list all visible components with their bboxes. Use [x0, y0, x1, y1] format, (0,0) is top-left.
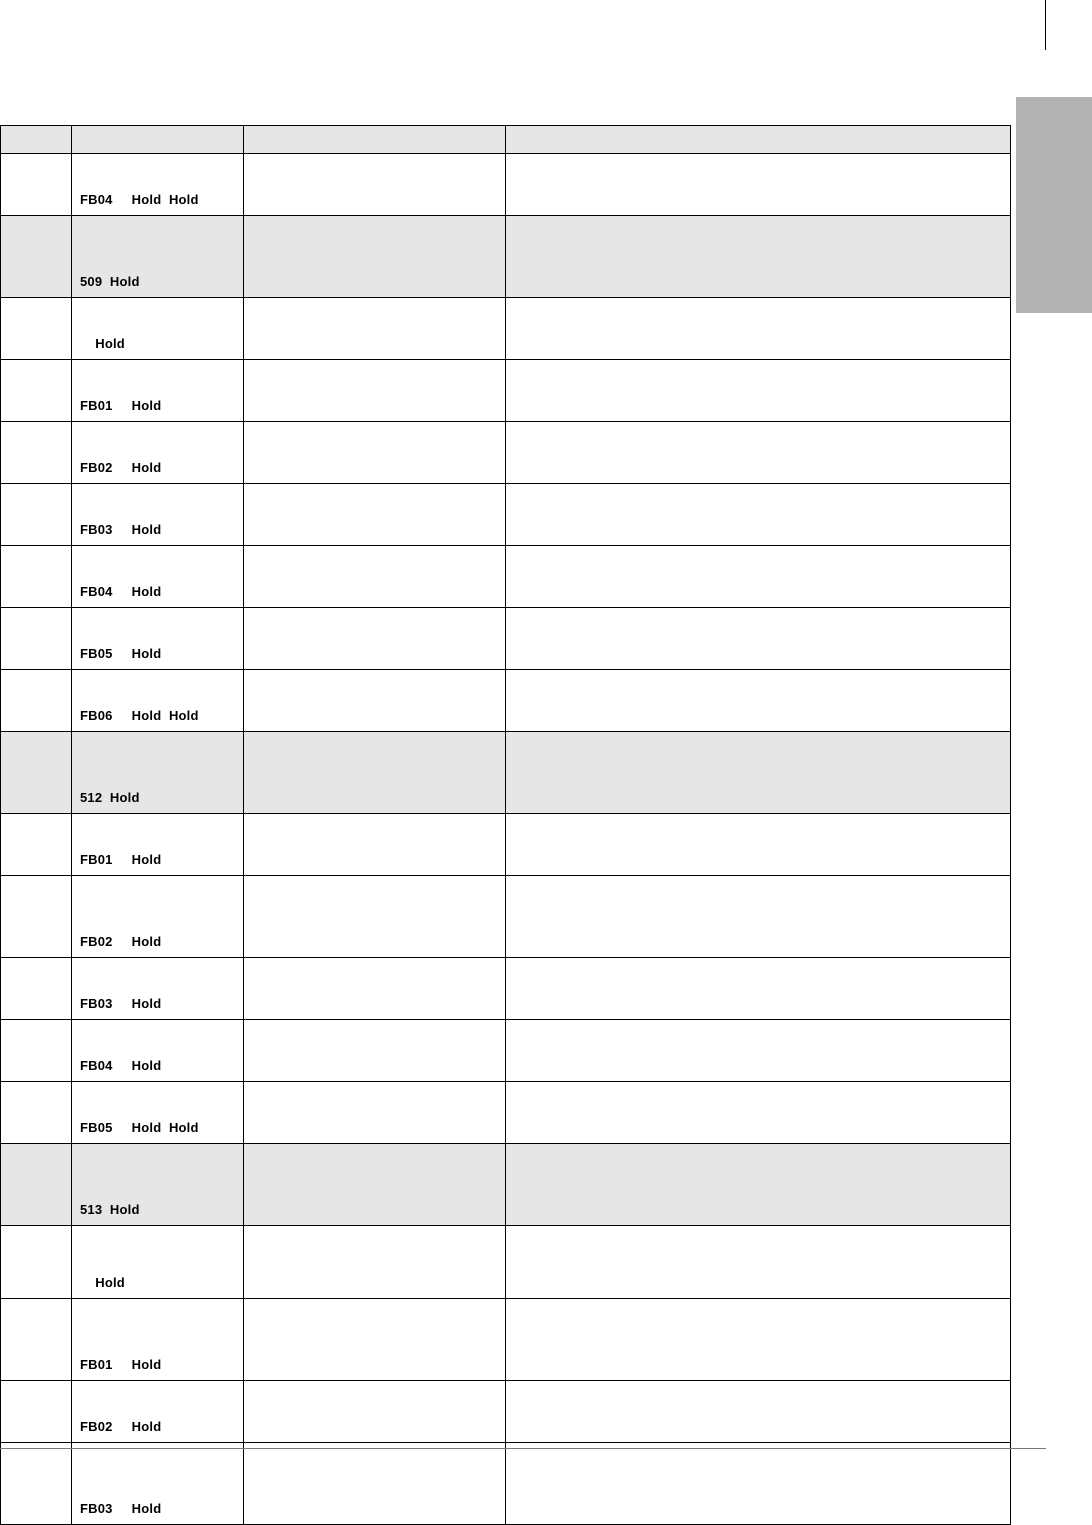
- programming-table: [0, 125, 1011, 1525]
- description-cell: [506, 1226, 1011, 1299]
- display-cell: [244, 360, 506, 422]
- description-cell: [506, 484, 1011, 546]
- display-cell: [244, 1226, 506, 1299]
- table-row: [1, 1443, 1011, 1525]
- display-cell: [244, 876, 506, 958]
- description-cell: [506, 360, 1011, 422]
- display-cell: [244, 670, 506, 732]
- keys-cell: FB06 Hold Hold: [72, 670, 244, 732]
- table-row: [1, 216, 1011, 298]
- description-cell: [506, 1144, 1011, 1226]
- keys-cell: FB04 Hold Hold: [72, 154, 244, 216]
- step-cell: [1, 1381, 72, 1443]
- display-cell: [244, 1144, 506, 1226]
- description-cell: [506, 154, 1011, 216]
- description-cell: [506, 1443, 1011, 1525]
- description-cell: [506, 1299, 1011, 1381]
- header-rule: [1045, 0, 1046, 50]
- step-cell: [1, 876, 72, 958]
- display-cell: [244, 732, 506, 814]
- keys-cell: FB02 Hold: [72, 422, 244, 484]
- display-cell: [244, 1082, 506, 1144]
- table-row: [1, 422, 1011, 484]
- keys-cell: FB03 Hold: [72, 484, 244, 546]
- table-body: [1, 154, 1011, 1525]
- display-cell: [244, 608, 506, 670]
- step-cell: [1, 958, 72, 1020]
- step-cell: [1, 814, 72, 876]
- step-cell: [1, 670, 72, 732]
- keys-cell: FB01 Hold: [72, 360, 244, 422]
- header-step: [1, 126, 72, 154]
- header-description: [506, 126, 1011, 154]
- step-cell: [1, 1299, 72, 1381]
- display-cell: [244, 958, 506, 1020]
- table-row: [1, 1226, 1011, 1299]
- keys-cell: FB03 Hold: [72, 1443, 244, 1525]
- description-cell: [506, 422, 1011, 484]
- step-cell: [1, 1226, 72, 1299]
- table-row: [1, 154, 1011, 216]
- keys-cell: Hold: [72, 298, 244, 360]
- table-row: [1, 298, 1011, 360]
- description-cell: [506, 298, 1011, 360]
- description-cell: [506, 1381, 1011, 1443]
- description-cell: [506, 1020, 1011, 1082]
- keys-cell: FB02 Hold: [72, 876, 244, 958]
- display-cell: [244, 216, 506, 298]
- description-cell: [506, 670, 1011, 732]
- step-cell: [1, 546, 72, 608]
- display-cell: [244, 1299, 506, 1381]
- display-cell: [244, 814, 506, 876]
- keys-cell: 512 Hold: [72, 732, 244, 814]
- table-row: [1, 1381, 1011, 1443]
- keys-cell: FB01 Hold: [72, 1299, 244, 1381]
- table-row: [1, 360, 1011, 422]
- step-cell: [1, 1020, 72, 1082]
- display-cell: [244, 154, 506, 216]
- keys-cell: 509 Hold: [72, 216, 244, 298]
- step-cell: [1, 216, 72, 298]
- description-cell: [506, 216, 1011, 298]
- table-header: [1, 126, 1011, 154]
- table-row: [1, 814, 1011, 876]
- description-cell: [506, 1082, 1011, 1144]
- keys-cell: FB05 Hold: [72, 608, 244, 670]
- step-cell: [1, 1082, 72, 1144]
- table-row: [1, 876, 1011, 958]
- header-keys: [72, 126, 244, 154]
- table-row: [1, 1082, 1011, 1144]
- step-cell: [1, 608, 72, 670]
- table-row: [1, 608, 1011, 670]
- description-cell: [506, 732, 1011, 814]
- footer-rule: [0, 1448, 1046, 1449]
- step-cell: [1, 1443, 72, 1525]
- table-row: [1, 670, 1011, 732]
- table-row: [1, 958, 1011, 1020]
- display-cell: [244, 546, 506, 608]
- step-cell: [1, 484, 72, 546]
- step-cell: [1, 422, 72, 484]
- description-cell: [506, 876, 1011, 958]
- section-tab: [1016, 97, 1092, 315]
- table-row: [1, 732, 1011, 814]
- description-cell: [506, 958, 1011, 1020]
- table-row: [1, 1144, 1011, 1226]
- step-cell: [1, 360, 72, 422]
- step-cell: [1, 154, 72, 216]
- table-row: [1, 546, 1011, 608]
- display-cell: [244, 298, 506, 360]
- display-cell: [244, 1020, 506, 1082]
- display-cell: [244, 422, 506, 484]
- step-cell: [1, 1144, 72, 1226]
- keys-cell: 513 Hold: [72, 1144, 244, 1226]
- description-cell: [506, 546, 1011, 608]
- keys-cell: Hold: [72, 1226, 244, 1299]
- keys-cell: FB04 Hold: [72, 1020, 244, 1082]
- display-cell: [244, 1381, 506, 1443]
- table-row: [1, 1299, 1011, 1381]
- keys-cell: FB03 Hold: [72, 958, 244, 1020]
- description-cell: [506, 814, 1011, 876]
- display-cell: [244, 1443, 506, 1525]
- table-row: [1, 1020, 1011, 1082]
- keys-cell: FB01 Hold: [72, 814, 244, 876]
- header-display: [244, 126, 506, 154]
- table-row: [1, 484, 1011, 546]
- display-cell: [244, 484, 506, 546]
- keys-cell: FB02 Hold: [72, 1381, 244, 1443]
- keys-cell: FB05 Hold Hold: [72, 1082, 244, 1144]
- step-cell: [1, 298, 72, 360]
- keys-cell: FB04 Hold: [72, 546, 244, 608]
- description-cell: [506, 608, 1011, 670]
- step-cell: [1, 732, 72, 814]
